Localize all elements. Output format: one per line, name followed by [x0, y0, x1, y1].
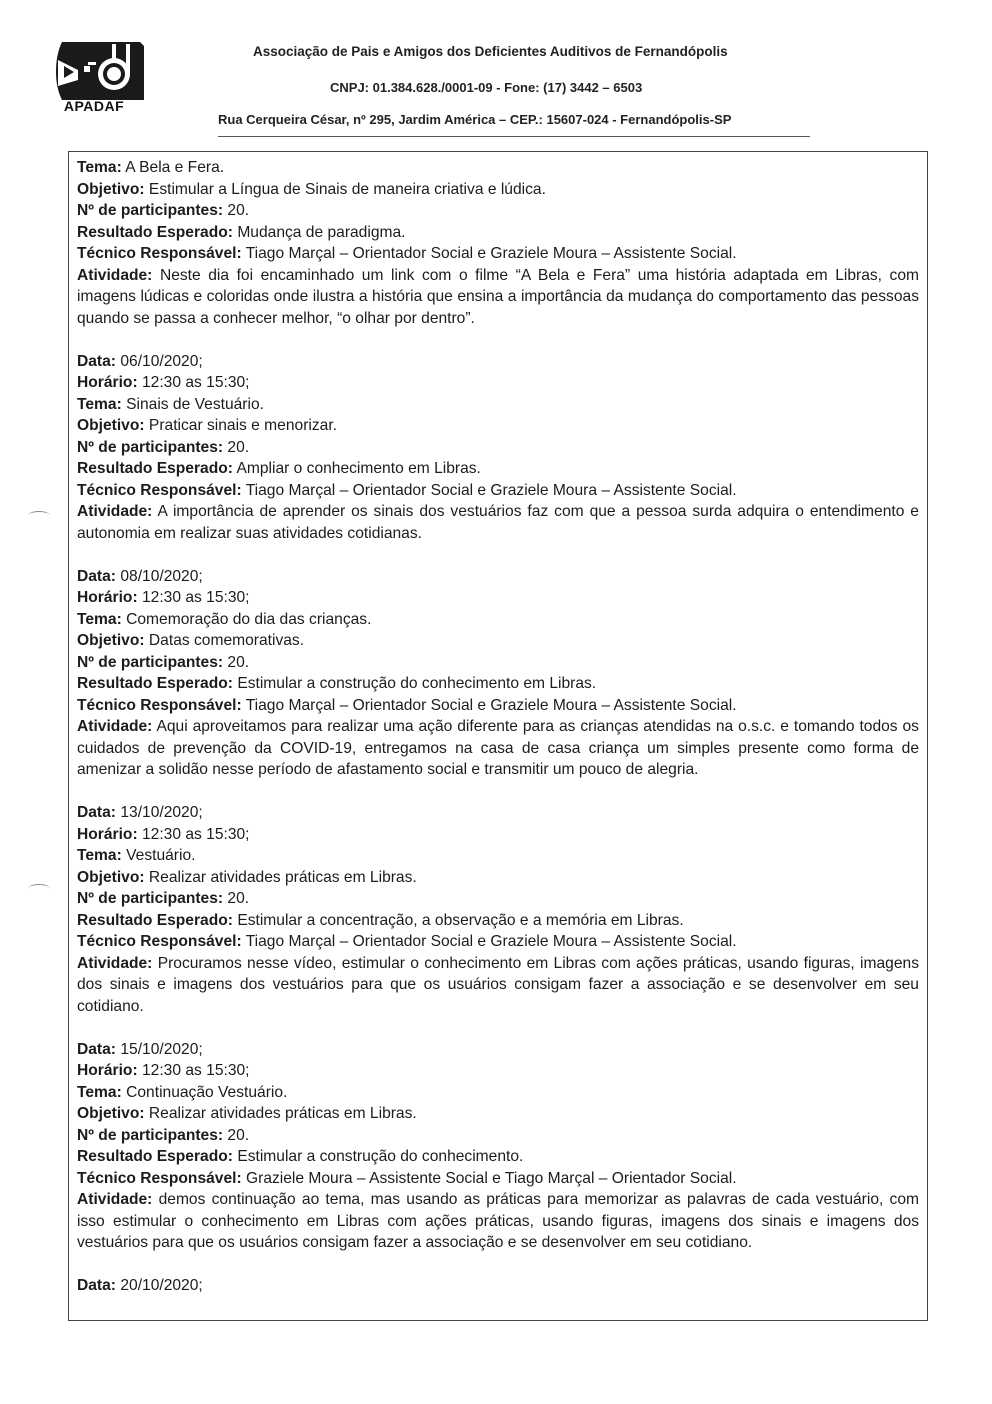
horario-line: Horário: 12:30 as 15:30;: [77, 825, 250, 843]
organization-name: Associação de Pais e Amigos dos Deficientes Auditivos de Fernandópolis: [253, 44, 728, 59]
spacer: [77, 329, 919, 351]
activity-entry: [77, 351, 919, 545]
tema-line: Tema: Sinais de Vestuário.: [77, 395, 264, 413]
resultado-line: Resultado Esperado: Estimular a construção do conhecimento.: [77, 1148, 524, 1165]
organization-address: Rua Cerqueira César, nº 295, Jardim América – CEP.: 15607-024 - Fernandópolis-SP: [218, 112, 732, 127]
spacer: [77, 544, 919, 566]
data-line: Data: 08/10/2020;: [77, 567, 203, 585]
objetivo-line: Objetivo: Praticar sinais e menorizar.: [77, 417, 337, 434]
activity-entry: [77, 566, 919, 781]
atividade-paragraph: Atividade: Neste dia foi encaminhado um link com o filme “A Bela e Fera” uma história adaptada em Libras, com imagens lúdicas e coloridas onde ilustra a história que ensina a importância da mudança do comportamento das pessoas quando se passa a conhecer melhor, “o olhar por dentro”.: [77, 266, 920, 327]
objetivo-line: Objetivo: Estimular a Língua de Sinais de maneira criativa e lúdica.: [77, 180, 546, 198]
report-content: [77, 157, 919, 1297]
data-line: Data: 20/10/2020;: [77, 1277, 203, 1294]
horario-line: Horário: 12:30 as 15:30;: [77, 374, 250, 391]
participantes-line: Nº de participantes: 20.: [77, 1126, 250, 1144]
resultado-line: Resultado Esperado: Mudança de paradigma.: [77, 223, 406, 241]
spacer: [77, 1254, 919, 1276]
tema-line: Tema: Comemoração do dia das crianças.: [77, 610, 372, 628]
tema-line: Tema: A Bela e Fera.: [77, 159, 225, 176]
hole-punch-mark: [28, 884, 50, 893]
spacer: [77, 781, 919, 803]
tema-line: Tema: Vestuário.: [77, 847, 196, 864]
objetivo-line: Objetivo: Realizar atividades práticas em Libras.: [77, 1105, 417, 1122]
tecnico-line: Técnico Responsável: Graziele Moura – Assistente Social e Tiago Marçal – Orientador Social.: [77, 1169, 737, 1187]
atividade-paragraph: Atividade: Aqui aproveitamos para realizar uma ação diferente para as crianças atendidas na o.s.c. e tomando todos os cuidados de prevenção da COVID-19, entregamos na casa de casa criança um simples presente como forma de amenizar a solidão nesse período de afastamento social e transmitir um pouco de alegria.: [77, 718, 919, 778]
tecnico-line: Técnico Responsável: Tiago Marçal – Orientador Social e Graziele Moura – Assistente Social.: [77, 696, 737, 714]
report-box: [68, 151, 928, 1321]
tema-line: Tema: Continuação Vestuário.: [77, 1083, 288, 1101]
activity-entry: [77, 1275, 919, 1297]
activity-entry: [77, 1039, 919, 1254]
tecnico-line: Técnico Responsável: Tiago Marçal – Orientador Social e Graziele Moura – Assistente Social.: [77, 933, 737, 950]
tecnico-line: Técnico Responsável: Tiago Marçal – Orientador Social e Graziele Moura – Assistente Social.: [77, 481, 737, 499]
participantes-line: Nº de participantes: 20.: [77, 653, 250, 671]
atividade-paragraph: Atividade: A importância de aprender os sinais dos vestuários faz com que a pessoa surda adquira o entendimento e autonomia em realizar suas atividades cotidianas.: [77, 503, 919, 542]
data-line: Data: 06/10/2020;: [77, 352, 203, 370]
header-divider: [218, 136, 810, 137]
tecnico-line: Técnico Responsável: Tiago Marçal – Orientador Social e Graziele Moura – Assistente Social.: [77, 245, 737, 262]
resultado-line: Resultado Esperado: Estimular a concentração, a observação e a memória em Libras.: [77, 911, 684, 929]
activity-entry: [77, 802, 919, 1017]
hole-punch-mark: [28, 511, 50, 520]
letterhead: [40, 30, 920, 150]
horario-line: Horário: 12:30 as 15:30;: [77, 1062, 250, 1079]
participantes-line: Nº de participantes: 20.: [77, 202, 250, 219]
objetivo-line: Objetivo: Realizar atividades práticas em Libras.: [77, 868, 417, 886]
logo-wordmark: APADAF: [63, 98, 125, 114]
activity-entry: [77, 157, 919, 329]
participantes-line: Nº de participantes: 20.: [77, 890, 250, 907]
atividade-paragraph: Atividade: demos continuação ao tema, mas usando as práticas para memorizar as palavras de cada vestuário, com isso estimular o conhecimento em Libras com ações práticas, usando figuras, imagens dos sinais e imagens dos vestuários para que os usuários consigam fazer a associação e se desenvolver em seu cotidiano.: [77, 1191, 919, 1251]
horario-line: Horário: 12:30 as 15:30;: [77, 589, 250, 606]
apadaf-logo-icon: [48, 36, 148, 132]
spacer: [77, 1017, 919, 1039]
organization-cnpj-phone: CNPJ: 01.384.628./0001-09 - Fone: (17) 3442 – 6503: [330, 80, 643, 95]
data-line: Data: 13/10/2020;: [77, 804, 203, 821]
resultado-line: Resultado Esperado: Ampliar o conhecimento em Libras.: [77, 460, 481, 477]
participantes-line: Nº de participantes: 20.: [77, 438, 250, 456]
objetivo-line: Objetivo: Datas comemorativas.: [77, 632, 305, 649]
data-line: Data: 15/10/2020;: [77, 1040, 203, 1058]
resultado-line: Resultado Esperado: Estimular a construção do conhecimento em Libras.: [77, 675, 597, 692]
atividade-paragraph: Atividade: Procuramos nesse vídeo, estimular o conhecimento em Libras com ações práticas, usando figuras, imagens dos sinais e imagens dos vestuários para que os usuários consigam fazer a associação e se desenvolver em seu cotidiano.: [77, 954, 919, 1015]
